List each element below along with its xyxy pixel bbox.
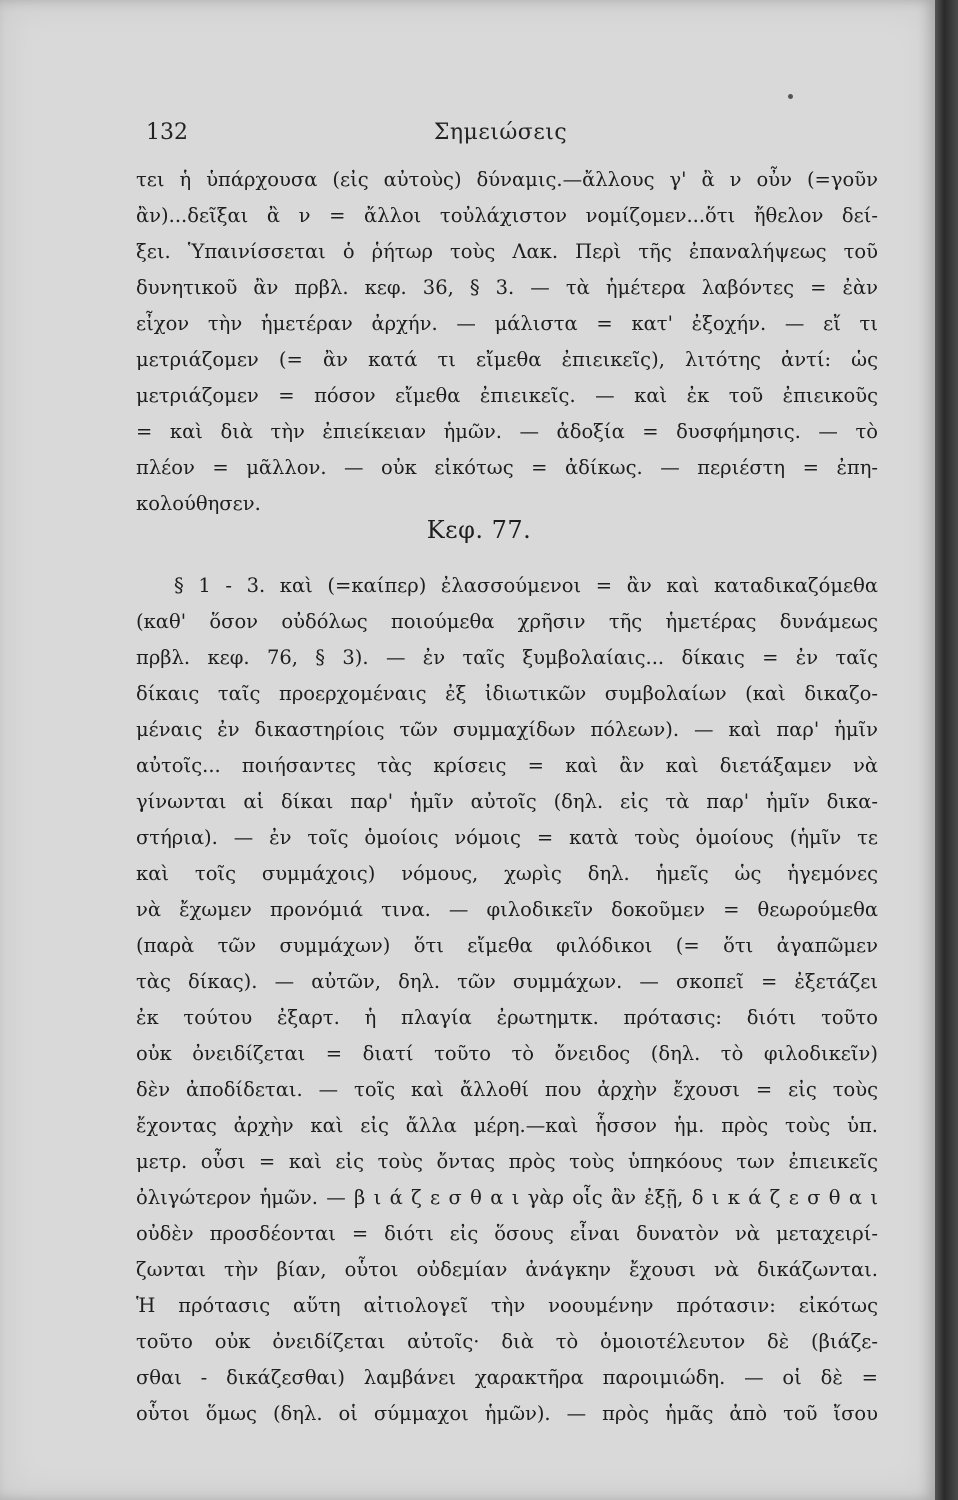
text-line: μετρ. οὖσι = καὶ εἰς τοὺς ὄντας πρὸς τοὺς ὑπηκόους των ἐπιεικεῖς [136, 1150, 878, 1173]
book-spine-edge [935, 0, 958, 1500]
text-line: οὗτοι ὅμως (δηλ. οἱ σύμμαχοι ἡμῶν). — πρὸς ἡμᾶς ἀπὸ τοῦ ἴσου [136, 1402, 878, 1425]
text-line: οὐκ ὀνειδίζεται = διατί τοῦτο τὸ ὄνειδος (δηλ. τὸ φιλοδικεῖν) [136, 1042, 878, 1065]
text-line: (παρὰ τῶν συμμάχων) ὅτι εἴμεθα φιλόδικοι (= ὅτι ἀγαπῶμεν [136, 934, 878, 957]
text-line: = καὶ διὰ τὴν ἐπιείκειαν ἡμῶν. — ἀδοξία = δυσφήμησις. — τὸ [136, 420, 878, 443]
text-line: τὰς δίκας). — αὐτῶν, δηλ. τῶν συμμάχων. — σκοπεῖ = ἐξετάζει [136, 970, 878, 993]
page-header [146, 120, 855, 152]
text-line: αὐτοῖς... ποιήσαντες τὰς κρίσεις = καὶ ἂν καὶ διετάξαμεν νὰ [136, 754, 878, 777]
text-line: εἶχον τὴν ἡμετέραν ἀρχήν. — μάλιστα = κατ' ἐξοχήν. — εἴ τι [136, 312, 878, 335]
text-line: δίκαις ταῖς προερχομέναις ἐξ ἰδιωτικῶν συμβολαίων (καὶ δικαζο- [136, 682, 878, 705]
text-line: § 1 - 3. καὶ (=καίπερ) ἐλασσούμενοι = ἂν καὶ καταδικαζόμεθα [174, 574, 878, 597]
text-line: γίνωνται αἱ δίκαι παρ' ἡμῖν αὐτοῖς (δηλ. εἰς τὰ παρ' ἡμῖν δικα- [136, 790, 878, 813]
text-line: ὀλιγώτερον ἡμῶν. — β ι ά ζ ε σ θ α ι γὰρ οἷς ἂν ἐξῇ, δ ι κ ά ζ ε σ θ α ι [136, 1186, 878, 1209]
text-line: δὲν ἀποδίδεται. — τοῖς καὶ ἄλλοθί που ἀρχὴν ἔχουσι = εἰς τοὺς [136, 1078, 878, 1101]
text-line: οὐδὲν προσδέονται = διότι εἰς ὅσους εἶναι δυνατὸν νὰ μεταχειρί- [136, 1222, 878, 1245]
text-line: πλέον = μᾶλλον. — οὐκ εἰκότως = ἀδίκως. — περιέστη = ἐπη- [136, 456, 878, 479]
paragraph-1 [136, 162, 878, 522]
text-line: ἐκ τούτου ἐξαρτ. ἡ πλαγία ἐρωτημτκ. πρότασις: διότι τοῦτο [136, 1006, 878, 1029]
text-line: σθαι - δικάζεσθαι) λαμβάνει χαρακτῆρα παροιμιώδη. — οἱ δὲ = [136, 1366, 878, 1389]
text-line: μέναις ἐν δικαστηρίοις τῶν συμμαχίδων πόλεων). — καὶ παρ' ἡμῖν [136, 718, 878, 741]
text-line: καὶ τοῖς συμμάχοις) νόμους, χωρὶς δηλ. ἡμεῖς ὡς ἡγεμόνες [136, 862, 878, 885]
text-line: ξει. Ὑπαινίσσεται ὁ ῥήτωρ τοὺς Λακ. Περὶ τῆς ἐπαναλήψεως τοῦ [136, 240, 878, 263]
text-line: στήρια). — ἐν τοῖς ὁμοίοις νόμοις = κατὰ τοὺς ὁμοίους (ἡμῖν τε [136, 826, 878, 849]
section-heading: Κεφ. 77. [426, 516, 532, 544]
text-line: κολούθησεν. [136, 492, 261, 515]
text-line: μετριάζομεν (= ἂν κατά τι εἴμεθα ἐπιεικεῖς), λιτότης ἀντί: ὡς [136, 348, 878, 371]
paragraph-2 [136, 568, 878, 1432]
text-line: ζωνται τὴν βίαν, οὗτοι οὐδεμίαν ἀνάγκην ἔχουσι νὰ δικάζωνται. [136, 1258, 878, 1281]
text-line: ἂν)...δεῖξαι ἂ ν = ἄλλοι τοὐλάχιστον νομίζομεν...ὅτι ἤθελον δεί- [136, 204, 878, 227]
text-line: μετριάζομεν = πόσον εἴμεθα ἐπιεικεῖς. — καὶ ἐκ τοῦ ἐπιεικοῦς [136, 384, 878, 407]
text-line: Ἡ πρότασις αὕτη αἰτιολογεῖ τὴν νοουμένην πρότασιν: εἰκότως [136, 1294, 878, 1317]
text-line: νὰ ἔχωμεν προνόμιά τινα. — φιλοδικεῖν δοκοῦμεν = θεωρούμεθα [136, 898, 878, 921]
ink-speck [788, 94, 793, 99]
text-line: ἔχοντας ἀρχὴν καὶ εἰς ἄλλα μέρη.—καὶ ἧσσον ἡμ. πρὸς τοὺς ὑπ. [136, 1114, 878, 1137]
text-line: τοῦτο οὐκ ὀνειδίζεται αὐτοῖς· διὰ τὸ ὁμοιοτέλευτον δὲ (βιάζε- [136, 1330, 878, 1353]
text-line: (καθ' ὅσον οὐδόλως ποιούμεθα χρῆσιν τῆς ἡμετέρας δυνάμεως [136, 610, 878, 633]
text-line: δυνητικοῦ ἂν πρβλ. κεφ. 36, § 3. — τὰ ἡμέτερα λαβόντες = ἐὰν [136, 276, 878, 299]
running-title: Σημειώσεις [433, 120, 568, 145]
text-line: τει ἡ ὑπάρχουσα (εἰς αὐτοὺς) δύναμις.—ἄλλους γ' ἂ ν οὖν (=γοῦν [136, 168, 878, 191]
text-line: πρβλ. κεφ. 76, § 3). — ἐν ταῖς ξυμβολαίαις... δίκαις = ἐν ταῖς [136, 646, 878, 669]
page-number: 132 [146, 120, 188, 145]
